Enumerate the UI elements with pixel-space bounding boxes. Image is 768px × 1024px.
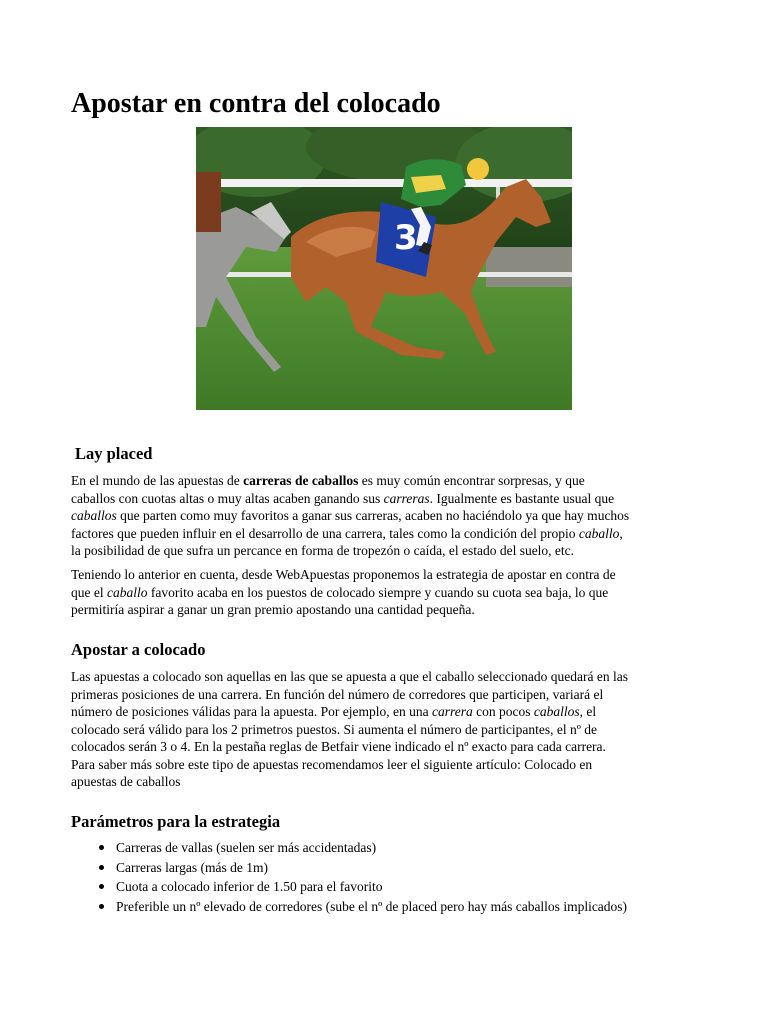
number-cloth-label: 3 [394,218,418,258]
paragraph-colocado [71,668,628,791]
text-line: que el caballo favorito acaba en los puestos de colocado siempre y cuando su cuota sea baja, lo que [71,584,609,600]
parameters-list [99,838,627,916]
text-line: colocados serán 3 o 4. En la pestaña reglas de Betfair viene indicado el nº exacto para cada carrera. [71,739,606,754]
list-item: Carreras largas (más de 1m) [99,858,627,878]
text-line: número de posiciones válidas para la apuesta. Por ejemplo, en una carrera con pocos caballos, el [71,704,597,719]
bullet-icon [99,904,104,909]
section-heading-parametros: Parámetros para la estrategia [71,812,281,831]
bullet-icon [99,884,104,889]
text-line: permitiría aspirar a ganar un gran premio apostando una cantidad pequeña. [71,602,475,617]
text-line: Teniendo lo anterior en cuenta, desde WebApuestas proponemos la estrategia de apostar en contra de [71,567,616,582]
horse-race-photo [196,127,572,410]
paragraph-lay-intro [71,472,629,560]
text-line: la posibilidad de que sufra un percance en forma de tropezón o caída, el estado del suelo, etc. [71,543,575,558]
page-title: Apostar en contra del colocado [71,88,441,119]
list-item: Preferible un nº elevado de corredores (sube el nº de placed pero hay más caballos implicados) [99,897,627,917]
list-item: Carreras de vallas (suelen ser más accidentadas) [99,838,627,858]
text-line: primeras posiciones de una carrera. En función del número de corredores que participen, variará el [71,686,604,702]
text-line: colocado será válido para los 2 primetros puestos. Si aumenta el número de participantes, el nº de [71,721,598,737]
paragraph-strategy [71,566,616,619]
text-line: caballos que parten como muy favoritos a ganar sus carreras, acaben no haciéndolo ya que hay muchos [71,508,630,523]
text-line: Las apuestas a colocado son aquellas en las que se apuesta a que el caballo seleccionado quedará en las [71,669,629,684]
text-line: Para saber más sobre este tipo de apuestas recomendamos leer el siguiente artículo: Colocado en [71,756,593,772]
section-heading-apostar-colocado: Apostar a colocado [71,640,206,659]
text-line: apuestas de caballos [71,774,181,789]
text-line: caballos con cuotas altas o muy altas acaben ganando sus carreras. Igualmente es bastante usual que [71,490,615,506]
bullet-icon [99,865,104,870]
section-heading-lay-placed: Lay placed [75,444,153,463]
text-line: En el mundo de las apuestas de carreras de caballos es muy común encontrar sorpresas, y que [71,473,585,488]
text-line: factores que pueden influir en el desarrollo de una carrera, tales como la condición del propio caballo, [71,525,623,541]
list-item: Cuota a colocado inferior de 1.50 para el favorito [99,877,627,897]
bullet-icon [99,845,104,850]
